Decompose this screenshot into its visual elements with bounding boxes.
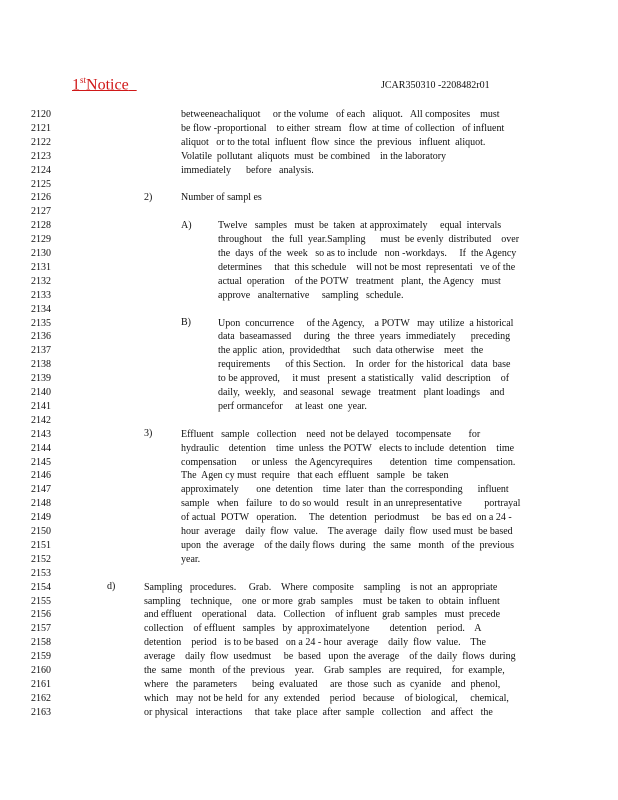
- line-number: 2135: [31, 317, 51, 329]
- label-item-b: B): [181, 317, 191, 328]
- line-number: 2136: [31, 331, 51, 343]
- text-line: Effluent sample collection need not be delayed tocompensate for: [181, 428, 481, 440]
- line-number: 2140: [31, 387, 51, 398]
- text-line: of actual POTW operation. The detention periodmust be bas ed on a 24 -: [181, 512, 512, 524]
- text-line: the same month of the previous year. Grab samples are required, for example,: [144, 665, 505, 676]
- text-line: aliquot or to the total influent flow since the previous influent aliquot.: [181, 136, 486, 148]
- text-line: approximately one detention time later than the corresponding influent: [181, 484, 509, 496]
- line-number: 2162: [31, 692, 51, 704]
- line-number: 2137: [31, 345, 51, 357]
- text-line: year.: [181, 553, 201, 565]
- text-line: compensation or unless the Agencyrequires detention time compensation.: [181, 456, 516, 468]
- line-number: 2160: [31, 665, 51, 676]
- line-number: 2134: [31, 303, 51, 315]
- line-number: 2121: [31, 122, 51, 134]
- line-number: 2159: [31, 651, 51, 663]
- text-line: Volatile pollutant aliquots must be combined in the laboratory: [181, 150, 447, 162]
- line-number: 2131: [31, 261, 51, 273]
- text-line: Upon concurrence of the Agency, a POTW may utilize a historical: [218, 317, 514, 329]
- line-number: 2138: [31, 359, 51, 371]
- text-line: which may not be held for any extended period because of biological, chemical,: [144, 692, 509, 704]
- line-number: 2142: [31, 414, 51, 426]
- label-item-a: A): [181, 220, 192, 231]
- line-number: 2125: [31, 178, 51, 190]
- line-number: 2153: [31, 567, 51, 579]
- text-line: hydraulic detention time unless the POTW elects to include detention time: [181, 442, 515, 454]
- line-number: 2151: [31, 539, 51, 551]
- line-number: 2149: [31, 512, 51, 524]
- notice-ordinal: st: [80, 75, 87, 85]
- line-number: 2150: [31, 526, 51, 537]
- text-line: be flow -proportional to either stream flow at time of collection of influent: [181, 122, 505, 134]
- text-line: sample when failure to do so would result in an unrepresentative portrayal: [181, 498, 521, 510]
- line-number: 2120: [31, 109, 51, 120]
- text-line: Twelve samples must be taken at approximately equal intervals: [218, 220, 502, 232]
- line-number: 2157: [31, 623, 51, 635]
- label-item-2: 2): [144, 192, 153, 203]
- line-number: 2141: [31, 400, 51, 412]
- text-line: actual operation of the POTW treatment plant, the Agency must: [218, 275, 501, 287]
- notice-number: 1: [72, 76, 80, 94]
- line-number: 2132: [31, 275, 51, 287]
- label-item-d: d): [107, 581, 116, 592]
- line-number: 2143: [31, 428, 51, 440]
- line-number: 2158: [31, 637, 51, 649]
- text-line: collection of effluent samples by approximatelyone detention period. A: [144, 623, 482, 635]
- notice-title: [72, 75, 137, 94]
- text-line: determines that this schedule will not be most representati ve of the: [218, 261, 516, 273]
- line-number: 2145: [31, 456, 51, 468]
- document-code: JCAR350310 -2208482r01: [381, 80, 490, 91]
- text-line: the applic ation, providedthat such data otherwise meet the: [218, 345, 484, 357]
- line-number: 2154: [31, 581, 51, 593]
- line-number: 2156: [31, 609, 51, 621]
- line-number: 2127: [31, 206, 51, 218]
- label-item-3: 3): [144, 428, 153, 439]
- line-number: 2161: [31, 678, 51, 690]
- line-number: 2139: [31, 373, 51, 385]
- line-number: 2163: [31, 706, 51, 718]
- text-line: daily, weekly, and seasonal sewage treatment plant loadings and: [218, 387, 505, 398]
- text-line: perf ormancefor at least one year.: [218, 400, 367, 412]
- line-number: 2124: [31, 164, 51, 176]
- line-number: 2144: [31, 442, 51, 454]
- text-line: sampling technique, one or more grab samples must be taken to obtain influent: [144, 595, 500, 607]
- text-line: average daily flow usedmust be based upon the average of the daily flows during: [144, 651, 516, 663]
- line-number: 2152: [31, 553, 51, 565]
- line-number: 2129: [31, 234, 51, 246]
- text-line: Sampling procedures. Grab. Where composite sampling is not an appropriate: [144, 581, 498, 593]
- text-line: approve analternative sampling schedule.: [218, 289, 404, 301]
- line-number: 2123: [31, 150, 51, 162]
- line-number: 2133: [31, 289, 51, 301]
- text-line: betweeneachaliquot or the volume of each aliquot. All composites must: [181, 109, 500, 120]
- item-2-heading: Number of sampl es: [181, 192, 262, 203]
- text-line: requirements of this Section. In order for the historical data base: [218, 359, 511, 371]
- text-line: to be approved, it must present a statistically valid description of: [218, 373, 510, 385]
- line-number: 2147: [31, 484, 51, 496]
- line-number: 2126: [31, 192, 51, 204]
- text-line: where the parameters being evaluated are those such as cyanide and phenol,: [144, 678, 501, 690]
- line-number: 2130: [31, 248, 51, 259]
- text-line: data baseamassed during the three years immediately preceding: [218, 331, 511, 343]
- text-line: or physical interactions that take place after sample collection and affect the: [144, 706, 493, 718]
- text-line: throughout the full year.Sampling must be evenly distributed over: [218, 234, 520, 246]
- text-line: hour average daily flow value. The average daily flow used must be based: [181, 526, 513, 537]
- text-line: detention period is to be based on a 24 - hour average daily flow value. The: [144, 637, 486, 649]
- text-line: upon the average of the daily flows during the same month of the previous: [181, 539, 514, 551]
- line-number: 2128: [31, 220, 51, 232]
- line-number: 2122: [31, 136, 51, 148]
- line-number: 2146: [31, 470, 51, 482]
- line-number: 2155: [31, 595, 51, 607]
- text-line: and effluent operational data. Collection of influent grab samples must precede: [144, 609, 501, 621]
- notice-word: Notice: [86, 76, 129, 94]
- text-line: the days of the week so as to include non -workdays. If the Agency: [218, 248, 517, 259]
- text-line: The Agen cy must require that each effluent sample be taken: [181, 470, 449, 482]
- text-line: immediately before analysis.: [181, 164, 314, 176]
- line-number: 2148: [31, 498, 51, 510]
